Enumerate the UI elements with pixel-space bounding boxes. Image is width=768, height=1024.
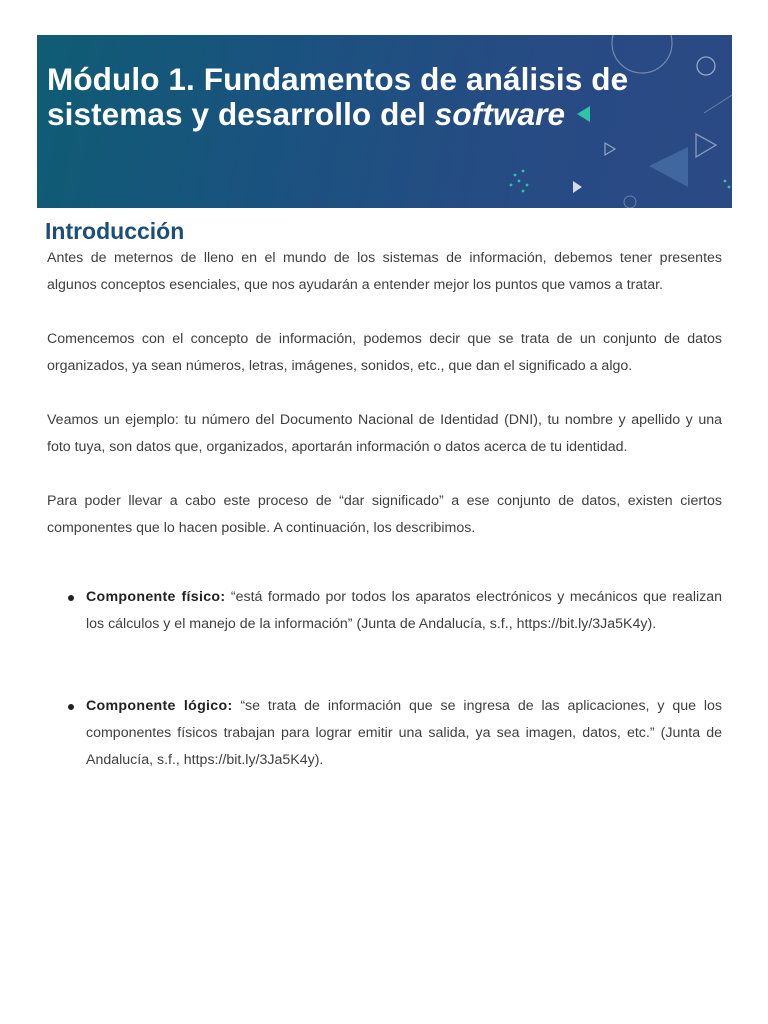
list-item-text: “está formado por todos los aparatos electrónicos y mecánicos que realizan los cálculos y el manejo de la información” (Junta de Andalucía, s.f., https://bit.ly/3Ja5K4y). (86, 589, 722, 632)
title-line-2: sistemas y desarrollo del (47, 96, 435, 132)
intro-content (47, 245, 722, 774)
decorative-triangle-white (573, 181, 582, 193)
list-item-term: Componente físico: (86, 589, 226, 605)
decorative-ring (624, 196, 636, 208)
paragraph: Veamos un ejemplo: tu número del Documento Nacional de Identidad (DNI), tu nombre y apellido y una foto tuya, son datos que, organizados, aportarán información o datos acerca de tu identidad. (47, 412, 722, 455)
decorative-line (704, 95, 732, 113)
list-item (47, 693, 722, 774)
module-banner (37, 35, 732, 208)
decorative-triangle-outline (696, 134, 716, 157)
paragraph: Comencemos con el concepto de información, podemos decir que se trata de un conjunto de datos organizados, ya sean números, letras, imágenes, sonidos, etc., que dan el significado a algo. (47, 331, 722, 374)
decorative-triangle-small-outline (605, 143, 615, 155)
title-italic-word: software (434, 96, 566, 132)
list-item-text: “se trata de información que se ingresa de las aplicaciones, y que los componentes físicos trabajan para lograr emitir una salida, ya sea imagen, datos, etc.” (Junta de Andalucía, s.f., https://bit.ly/3Ja5K4y). (86, 698, 722, 768)
triangle-marker-icon (577, 106, 590, 122)
decorative-triangle-large (649, 147, 688, 187)
section-heading: Introducción (45, 218, 185, 244)
bullet-icon (68, 595, 74, 601)
title-line-1: Módulo 1. Fundamentos de análisis de (47, 61, 629, 97)
page-title (47, 62, 628, 132)
paragraph: Antes de meternos de lleno en el mundo de los sistemas de información, debemos tener presentes algunos conceptos esenciales, que nos ayudarán a entender mejor los puntos que vamos a tratar. (47, 250, 722, 293)
bullet-icon (68, 704, 74, 710)
paragraph: Para poder llevar a cabo este proceso de “dar significado” a ese conjunto de datos, existen ciertos componentes que lo hacen posible. A continuación, los describimos. (47, 493, 722, 536)
list-item-term: Componente lógico: (86, 698, 233, 714)
decorative-circle-small (697, 57, 715, 75)
decorative-dots (510, 170, 731, 193)
list-item (47, 584, 722, 638)
component-list (47, 584, 722, 774)
